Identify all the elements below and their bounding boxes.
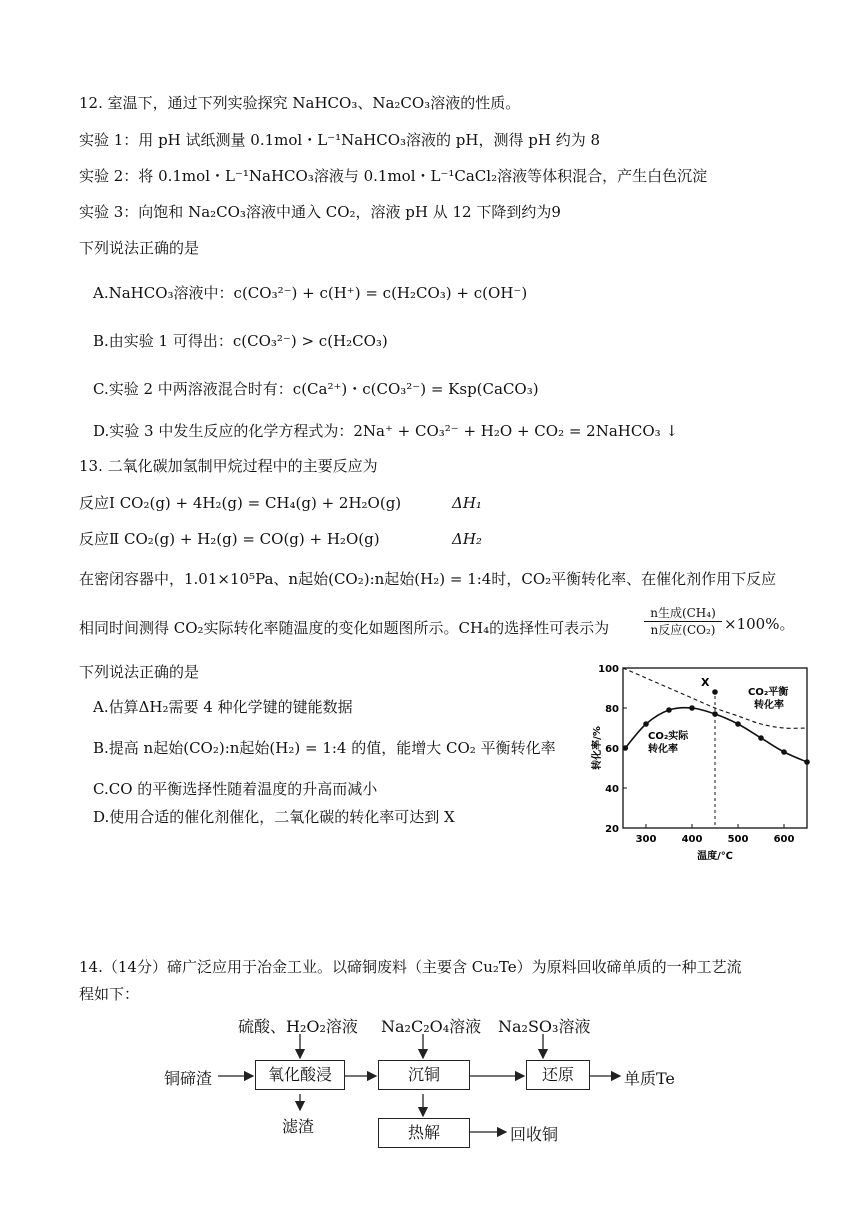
y-tick-label: 100 (598, 664, 619, 675)
q12-option-a: A.NaHCO₃溶液中：c(CO₃²⁻) + c(H⁺) = c(H₂CO₃) + c(OH⁻) (93, 284, 528, 302)
q13-option-a: A.估算ΔH₂需要 4 种化学键的键能数据 (93, 698, 353, 716)
equilibrium-label: 转化率 (754, 700, 784, 711)
q12-option-d: D.实验 3 中发生反应的化学方程式为：2Na⁺ + CO₃²⁻ + H₂O + CO₂ = 2NaHCO₃ ↓ (93, 422, 679, 440)
q13-reaction-1: 反应Ⅰ CO₂(g) + 4H₂(g) = CH₄(g) + 2H₂O(g) (79, 494, 402, 512)
process-flow-diagram (150, 1010, 710, 1150)
q13-option-d: D.使用合适的催化剂催化，二氧化碳的转化率可达到 X (93, 808, 455, 826)
q13-condition-line1: 在密闭容器中，1.01×10⁵Pa、n起始(CO₂):n起始(H₂) = 1:4时，CO₂平衡转化率、在催化剂作用下反应 (79, 570, 777, 588)
actual-label: CO₂实际 (648, 731, 689, 742)
q13-reaction-1-dh: ΔH₁ (452, 494, 482, 512)
q12-option-c: C.实验 2 中两溶液混合时有：c(Ca²⁺)・c(CO₃²⁻) = Ksp(CaCO₃) (93, 380, 539, 398)
fraction-denominator: n反应(CO₂) (650, 623, 716, 637)
actual-label: 转化率 (648, 744, 678, 755)
q12-exp1: 实验 1：用 pH 试纸测量 0.1mol・L⁻¹NaHCO₃溶液的 pH，测得 pH 约为 8 (79, 131, 601, 149)
selectivity-fraction (644, 605, 722, 638)
y-tick-label: 60 (605, 744, 619, 755)
data-point (623, 745, 629, 751)
q12-exp2: 实验 2：将 0.1mol・L⁻¹NaHCO₃溶液与 0.1mol・L⁻¹CaCl₂溶液等体积混合，产生白色沉淀 (79, 167, 708, 185)
q12-stem: 12. 室温下，通过下列实验探究 NaHCO₃、Na₂CO₃溶液的性质。 (79, 94, 521, 112)
x-axis-label: 温度/℃ (697, 851, 733, 862)
conversion-chart (590, 660, 815, 865)
q13-stem: 13. 二氧化碳加氢制甲烷过程中的主要反应为 (79, 457, 378, 475)
annotation-label: X (701, 676, 710, 689)
flow-step-copper-precipitation: 沉铜 (378, 1060, 470, 1090)
data-point (804, 759, 810, 765)
y-axis-label: 转化率/% (592, 726, 603, 770)
q13-reaction-2: 反应Ⅱ CO₂(g) + H₂(g) = CO(g) + H₂O(g) (79, 530, 380, 548)
flow-product-te: 单质Te (624, 1069, 675, 1088)
flow-step-pyrolysis: 热解 (378, 1118, 470, 1148)
flow-reagent-1: 硫酸、H₂O₂溶液 (238, 1017, 358, 1036)
q13-reaction-2-dh: ΔH₂ (452, 530, 482, 548)
q13-option-c: C.CO 的平衡选择性随着温度的升高而减小 (93, 780, 378, 798)
data-point (643, 721, 649, 727)
q13-condition-line2: 相同时间测得 CO₂实际转化率随温度的变化如题图所示。CH₄的选择性可表示为 (79, 619, 610, 637)
flow-product-copper: 回收铜 (510, 1125, 559, 1144)
q14-stem-line1: 14.（14分）碲广泛应用于冶金工业。以碲铜废料（主要含 Cu₂Te）为原料回收碲单质的一种工艺流 (79, 958, 742, 976)
data-point (689, 705, 695, 711)
q13-prompt: 下列说法正确的是 (79, 663, 200, 681)
x-tick-label: 500 (727, 834, 749, 845)
data-point (758, 735, 764, 741)
data-point (781, 749, 787, 755)
x-tick-label: 400 (681, 834, 703, 845)
fraction-tail: ×100%。 (724, 615, 795, 633)
fraction-numerator: n生成(CH₄) (644, 605, 722, 622)
q13-option-b: B.提高 n起始(CO₂):n起始(H₂) = 1:4 的值，能增大 CO₂ 平衡转化率 (93, 739, 556, 757)
flow-reagent-3: Na₂SO₃溶液 (498, 1017, 591, 1036)
x-tick-label: 600 (773, 834, 795, 845)
y-tick-label: 40 (605, 784, 619, 795)
equilibrium-label: CO₂平衡 (748, 687, 789, 698)
q12-option-b: B.由实验 1 可得出：c(CO₃²⁻) > c(H₂CO₃) (93, 332, 388, 350)
data-point (712, 711, 718, 717)
flow-reagent-2: Na₂C₂O₄溶液 (381, 1017, 482, 1036)
flow-step-oxidative-leach: 氧化酸浸 (255, 1060, 345, 1090)
flow-step-reduction: 还原 (526, 1060, 590, 1090)
flow-input: 铜碲渣 (164, 1069, 213, 1088)
annotation-point (712, 689, 718, 695)
q14-stem-line2: 程如下： (79, 985, 140, 1003)
data-point (666, 707, 672, 713)
data-point (735, 721, 741, 727)
q12-prompt: 下列说法正确的是 (79, 239, 200, 257)
flow-residue: 滤渣 (282, 1117, 315, 1136)
q12-exp3: 实验 3：向饱和 Na₂CO₃溶液中通入 CO₂，溶液 pH 从 12 下降到约为9 (79, 203, 561, 221)
y-tick-label: 20 (605, 824, 619, 835)
y-tick-label: 80 (605, 704, 619, 715)
x-tick-label: 300 (635, 834, 657, 845)
